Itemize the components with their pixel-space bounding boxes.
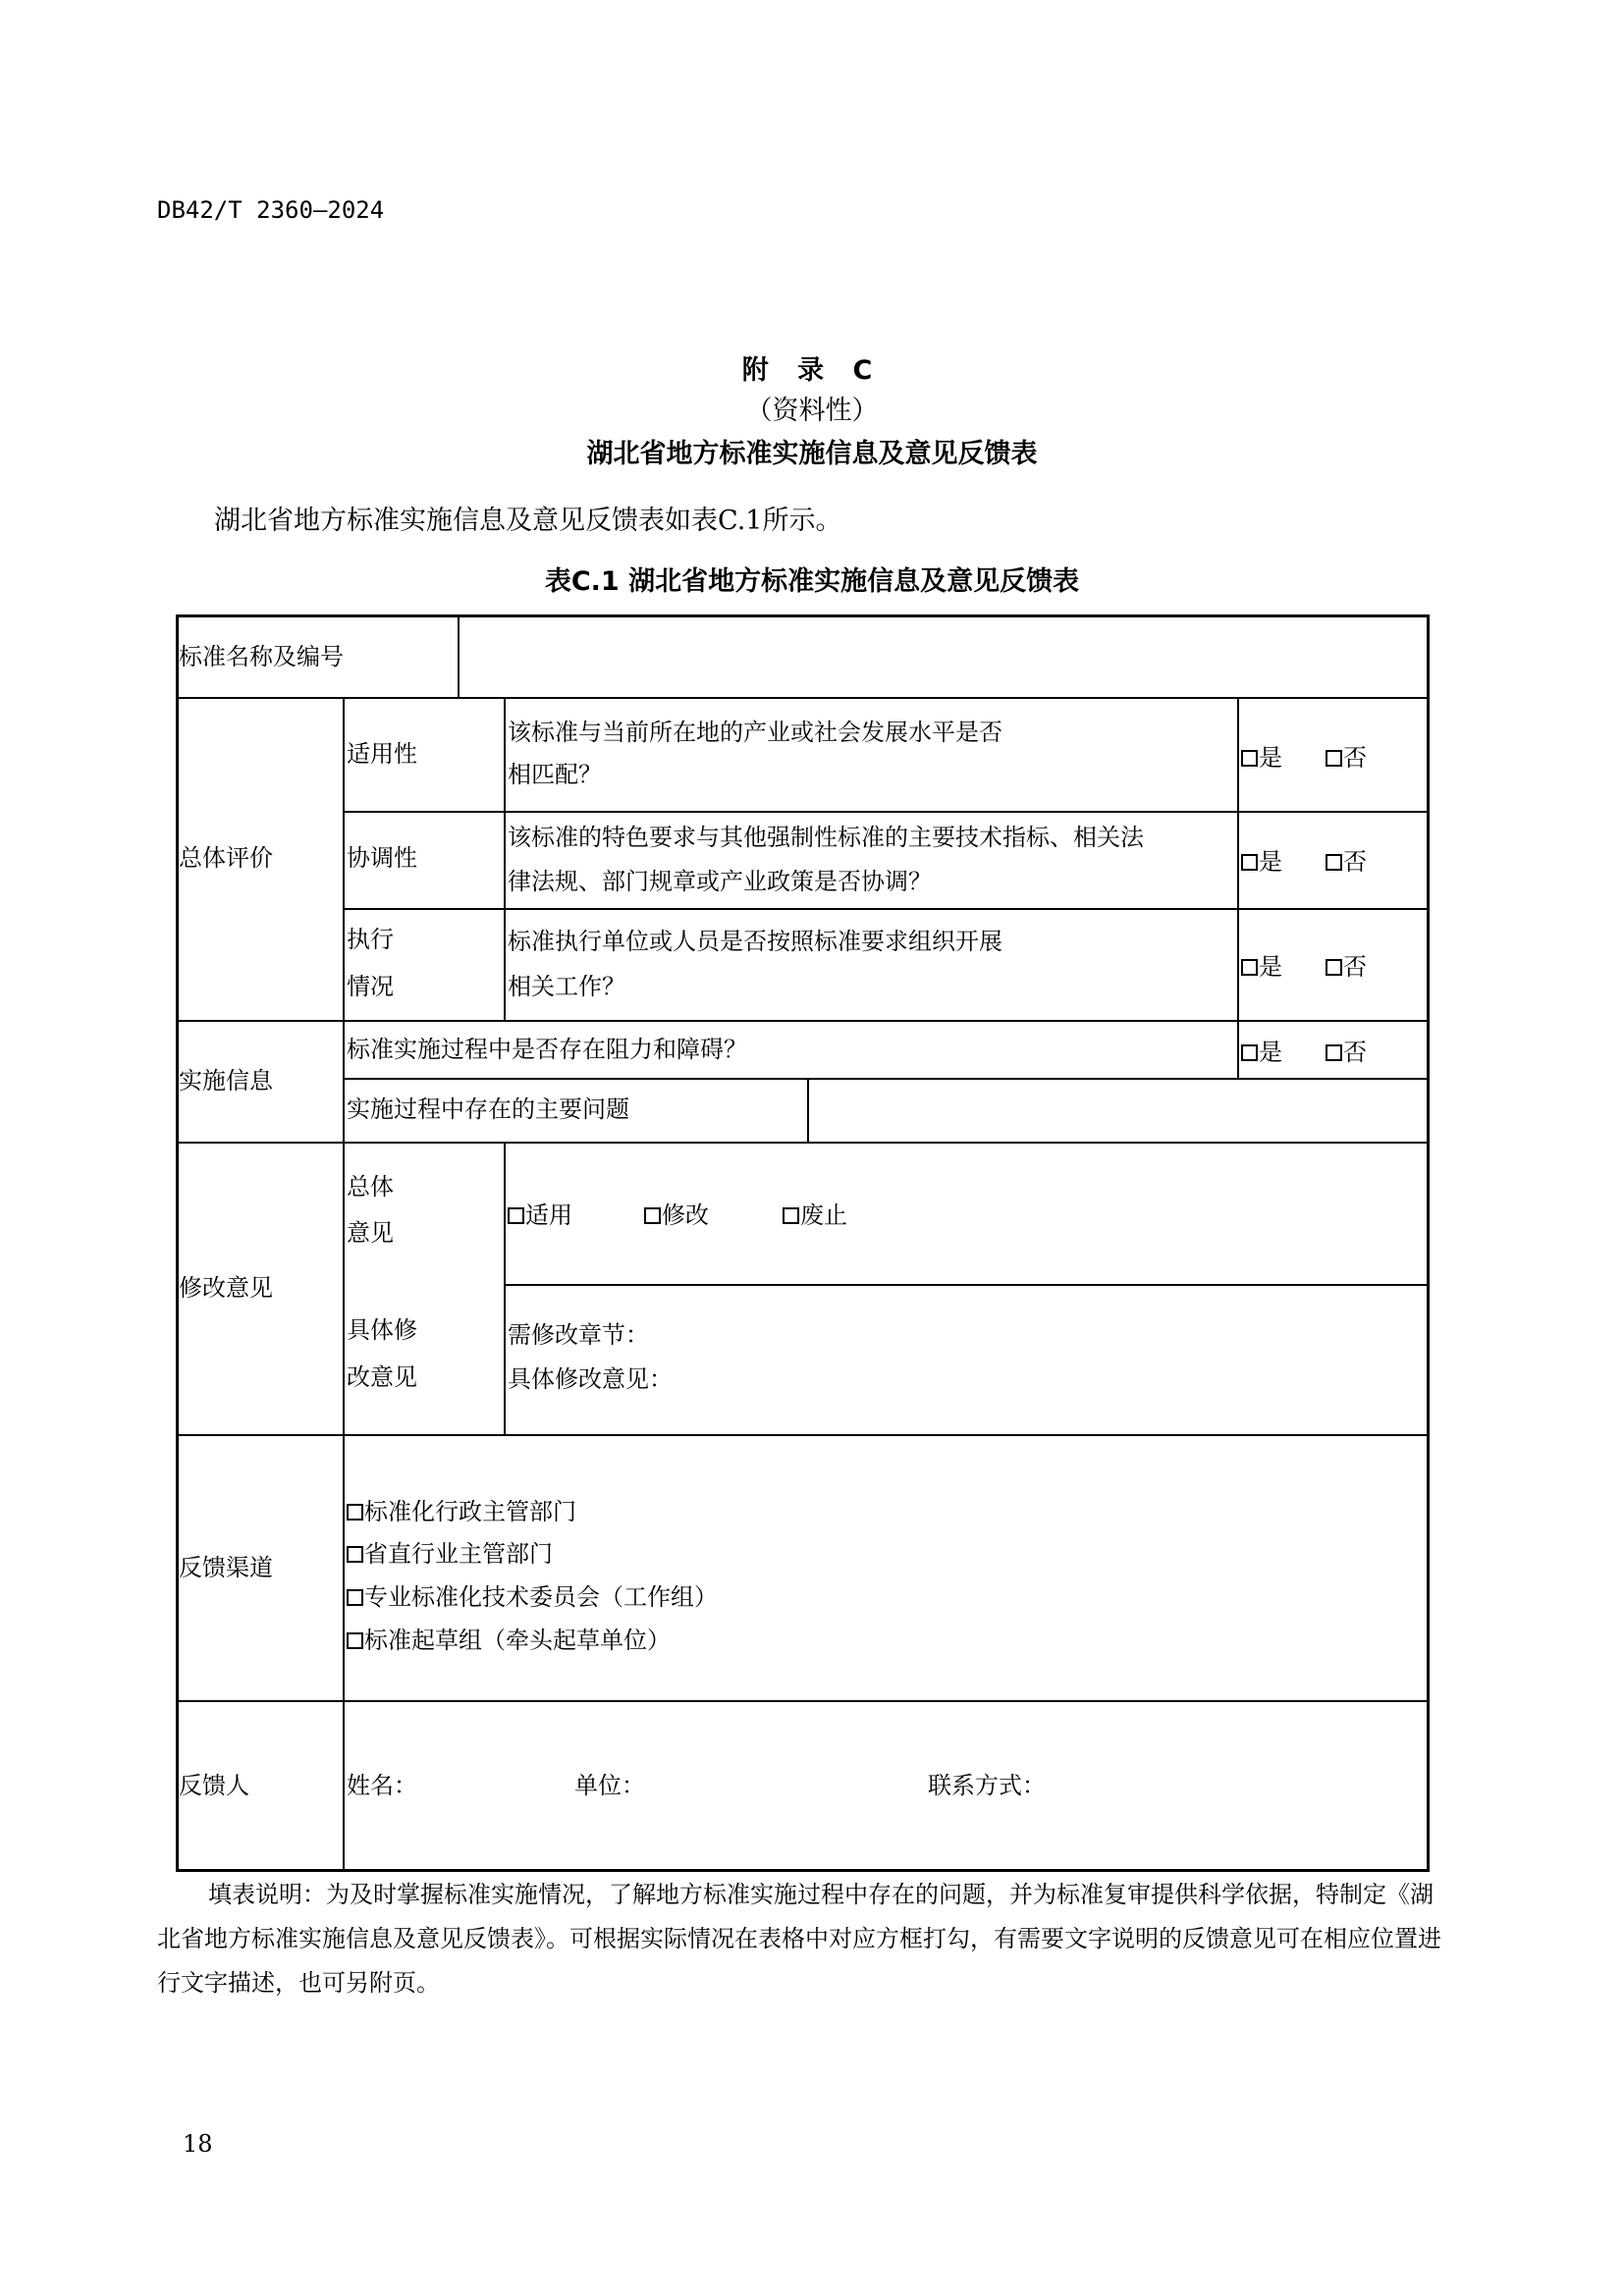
document-code: DB42/T 2360—2024 bbox=[157, 196, 385, 224]
channel-option-committee[interactable]: 专业标准化技术委员会（工作组） bbox=[347, 1577, 718, 1612]
coordination-no[interactable]: 否 bbox=[1326, 842, 1367, 877]
appendix-nature: （资料性） bbox=[745, 396, 879, 426]
execution-label-line1: 执行 bbox=[347, 926, 394, 953]
unit-field[interactable]: 单位： bbox=[574, 1772, 645, 1799]
applicability-question-line1: 该标准与当前所在地的产业或社会发展水平是否 bbox=[508, 719, 1002, 746]
form-instructions: 填表说明：为及时掌握标准实施情况，了解地方标准实施过程中存在的问题，并为标准复审提供科学依据，特制定《湖北省地方标准实施信息及意见反馈表》。可根据实际情况在表格中对应方框打勾，有需要文字说明的反馈意见可在相应位置进行文字描述，也可另附页。 bbox=[157, 1881, 1441, 1997]
specific-opinion-label-line1: 具体修 bbox=[347, 1316, 417, 1344]
checkbox-icon[interactable] bbox=[508, 1207, 524, 1224]
table-title: 表C.1 湖北省地方标准实施信息及意见反馈表 bbox=[544, 566, 1080, 597]
specific-opinion-field-label[interactable]: 具体修改意见： bbox=[508, 1365, 673, 1393]
option-applicable[interactable]: 适用 bbox=[508, 1196, 572, 1230]
option-revise[interactable]: 修改 bbox=[644, 1196, 709, 1230]
applicability-label: 适用性 bbox=[347, 740, 417, 768]
checkbox-icon[interactable] bbox=[1326, 854, 1342, 871]
coordination-label: 协调性 bbox=[347, 844, 417, 872]
appendix-title: 湖北省地方标准实施信息及意见反馈表 bbox=[586, 439, 1038, 469]
checkbox-icon[interactable] bbox=[644, 1207, 661, 1224]
intro-paragraph: 湖北省地方标准实施信息及意见反馈表如表C.1所示。 bbox=[214, 506, 842, 536]
coordination-yes[interactable]: 是 bbox=[1241, 842, 1282, 877]
name-field[interactable]: 姓名： bbox=[347, 1772, 417, 1799]
execution-yes[interactable]: 是 bbox=[1241, 947, 1282, 982]
implementation-label: 实施信息 bbox=[179, 1067, 273, 1095]
channel-option-drafting[interactable]: 标准起草组（牵头起草单位） bbox=[347, 1621, 671, 1655]
implementation-yes[interactable]: 是 bbox=[1241, 1033, 1282, 1067]
specific-opinion-label-line2: 改意见 bbox=[347, 1363, 417, 1391]
standard-name-field[interactable] bbox=[461, 618, 1424, 695]
overall-opinion-label-line1: 总体 bbox=[347, 1173, 394, 1201]
revision-label: 修改意见 bbox=[179, 1274, 273, 1302]
channel-option-admin[interactable]: 标准化行政主管部门 bbox=[347, 1492, 576, 1526]
chapter-to-revise-label[interactable]: 需修改章节： bbox=[508, 1321, 649, 1349]
checkbox-icon[interactable] bbox=[347, 1504, 363, 1521]
feedback-channel-label: 反馈渠道 bbox=[179, 1554, 273, 1581]
checkbox-icon[interactable] bbox=[1241, 854, 1258, 871]
page-number: 18 bbox=[183, 2130, 213, 2158]
overall-opinion-label-line2: 意见 bbox=[347, 1219, 394, 1247]
checkbox-icon[interactable] bbox=[1241, 750, 1258, 767]
execution-question-line2: 相关工作？ bbox=[508, 973, 625, 1000]
main-problems-label: 实施过程中存在的主要问题 bbox=[347, 1095, 629, 1123]
checkbox-icon[interactable] bbox=[347, 1546, 363, 1563]
coordination-question-line2: 律法规、部门规章或产业政策是否协调？ bbox=[508, 868, 932, 895]
applicability-question-line2: 相匹配？ bbox=[508, 761, 602, 788]
checkbox-icon[interactable] bbox=[347, 1589, 363, 1606]
coordination-question-line1: 该标准的特色要求与其他强制性标准的主要技术指标、相关法 bbox=[508, 824, 1144, 851]
channel-option-industry[interactable]: 省直行业主管部门 bbox=[347, 1534, 553, 1569]
checkbox-icon[interactable] bbox=[783, 1207, 799, 1224]
implementation-no[interactable]: 否 bbox=[1326, 1033, 1367, 1067]
option-abolish[interactable]: 废止 bbox=[783, 1196, 847, 1230]
contact-field[interactable]: 联系方式： bbox=[928, 1772, 1046, 1799]
execution-question-line1: 标准执行单位或人员是否按照标准要求组织开展 bbox=[508, 928, 1002, 955]
main-problems-field[interactable] bbox=[811, 1082, 1424, 1141]
checkbox-icon[interactable] bbox=[1326, 750, 1342, 767]
execution-label-line2: 情况 bbox=[347, 973, 394, 1000]
checkbox-icon[interactable] bbox=[347, 1632, 363, 1649]
appendix-heading: 附 录 C bbox=[741, 355, 883, 386]
implementation-question: 标准实施过程中是否存在阻力和障碍？ bbox=[347, 1036, 747, 1063]
standard-name-label: 标准名称及编号 bbox=[179, 643, 344, 670]
checkbox-icon[interactable] bbox=[1241, 959, 1258, 976]
checkbox-icon[interactable] bbox=[1326, 1044, 1342, 1061]
applicability-no[interactable]: 否 bbox=[1326, 738, 1367, 773]
feedback-person-label: 反馈人 bbox=[179, 1772, 249, 1799]
overall-eval-label: 总体评价 bbox=[179, 844, 273, 872]
execution-no[interactable]: 否 bbox=[1326, 947, 1367, 982]
checkbox-icon[interactable] bbox=[1241, 1044, 1258, 1061]
checkbox-icon[interactable] bbox=[1326, 959, 1342, 976]
applicability-yes[interactable]: 是 bbox=[1241, 738, 1282, 773]
